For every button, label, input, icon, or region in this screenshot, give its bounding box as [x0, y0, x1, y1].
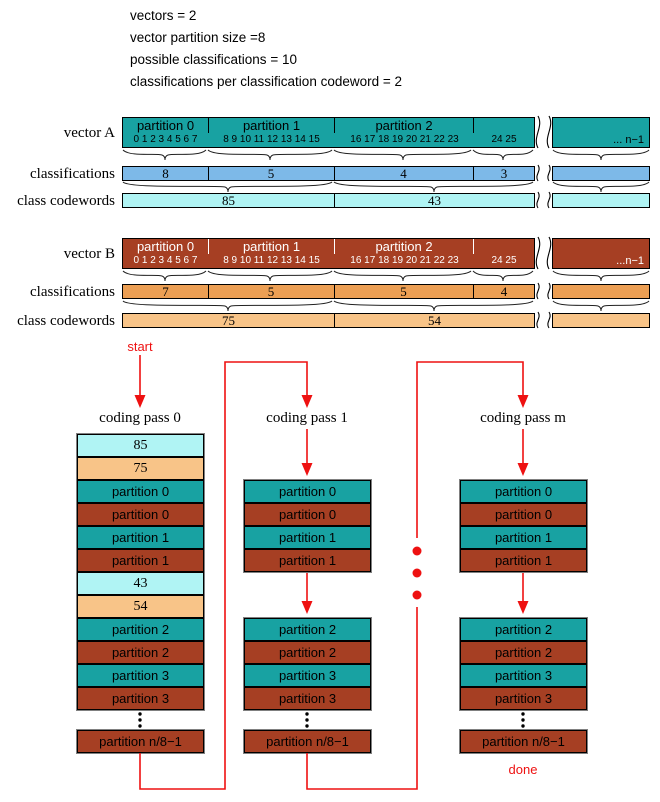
partition-box: partition 3	[77, 687, 204, 710]
parameter-line: vector partition size =8	[130, 30, 266, 45]
divider	[208, 167, 209, 180]
partition-box: partition 0	[77, 503, 204, 526]
divider	[334, 167, 335, 180]
coding-pass-0-title: coding pass 0	[99, 410, 181, 426]
partition-box: partition 2	[244, 641, 371, 664]
done-label: done	[508, 762, 538, 777]
coding-pass-1-title: coding pass 1	[266, 410, 348, 426]
vector-a-label: vector A	[63, 125, 115, 141]
classifications-a-bar-tail	[552, 166, 650, 181]
break-marks	[536, 116, 550, 328]
start-label: start	[127, 339, 153, 354]
class-codewords-a-label: class codewords	[17, 193, 115, 209]
partition-box: partition 2	[77, 618, 204, 641]
index-row: 8 9 10 11 12 13 14 15	[223, 255, 320, 266]
partition-divider	[208, 239, 209, 254]
codeword-value: 75	[222, 313, 235, 328]
partition-box: partition 1	[77, 526, 204, 549]
codeword-box: 85	[77, 434, 204, 457]
partition-box: partition 3	[460, 664, 587, 687]
index-row: 0 1 2 3 4 5 6 7	[133, 255, 198, 266]
codeword-box: 75	[77, 457, 204, 480]
class-codewords-b-bar	[122, 313, 535, 328]
partition-divider	[473, 118, 474, 133]
index-row: 16 17 18 19 20 21 22 23	[350, 134, 459, 145]
partition-box: partition 3	[460, 687, 587, 710]
coding-pass-m-tail	[460, 730, 587, 753]
partition-box: partition 0	[244, 480, 371, 503]
partition-divider	[334, 239, 335, 254]
classifications-b-bar-tail	[552, 284, 650, 299]
parameter-line: vectors = 2	[130, 8, 197, 23]
vector-b-bar-tail	[552, 238, 650, 269]
partition-divider	[334, 118, 335, 133]
partition-box: partition 2	[460, 641, 587, 664]
coding-pass-1-group1	[244, 480, 371, 572]
partition-box: partition 1	[244, 549, 371, 572]
coding-pass-1-group2	[244, 618, 371, 710]
partition-label: partition 0	[136, 118, 195, 133]
classifications-b-label: classifications	[30, 284, 115, 300]
partition-label: partition 1	[242, 239, 301, 254]
classification-value: 5	[400, 284, 407, 299]
coding-pass-m-group2	[460, 618, 587, 710]
class-codewords-b-label: class codewords	[17, 313, 115, 329]
index-row: 24 25	[491, 255, 517, 266]
partition-box: partition 0	[244, 503, 371, 526]
codeword-box: 54	[77, 595, 204, 618]
brace-group-vector-a	[123, 150, 649, 160]
partition-label: partition 2	[375, 118, 433, 133]
classification-value: 5	[267, 284, 275, 299]
coding-pass-0-stack	[77, 434, 204, 710]
partition-box: partition 2	[244, 618, 371, 641]
coding-pass-m-group1	[460, 480, 587, 572]
codeword-box: 43	[77, 572, 204, 595]
divider	[473, 167, 474, 180]
classification-value: 8	[162, 166, 169, 181]
classification-value: 4	[400, 166, 407, 181]
brace-group-classifications-b	[123, 301, 649, 311]
classifications-a-label: classifications	[30, 166, 115, 182]
tail-label: ...n−1	[616, 255, 644, 267]
tail-label: ... n−1	[613, 134, 644, 146]
coding-pass-1-tail	[244, 730, 371, 753]
partition-box: partition 1	[460, 526, 587, 549]
partition-box: partition n/8−1	[460, 730, 587, 753]
index-row: 24 25	[491, 134, 517, 145]
parameter-line: classifications per classification codeword = 2	[130, 74, 403, 89]
brace-group-vector-b	[123, 271, 649, 281]
class-codewords-b-bar-tail	[552, 313, 650, 328]
partition-box: partition 1	[460, 549, 587, 572]
index-row: 8 9 10 11 12 13 14 15	[223, 134, 320, 145]
index-row: 16 17 18 19 20 21 22 23	[350, 255, 459, 266]
partition-box: partition 0	[460, 480, 587, 503]
codeword-value: 85	[222, 193, 235, 208]
classification-value: 7	[162, 284, 169, 299]
partition-box: partition 1	[77, 549, 204, 572]
partition-box: partition 1	[244, 526, 371, 549]
divider	[334, 314, 335, 327]
classification-value: 4	[500, 284, 508, 299]
divider	[334, 194, 335, 207]
class-codewords-a-bar-tail	[552, 193, 650, 208]
partition-box: partition 3	[244, 687, 371, 710]
classifications-b-bar	[122, 284, 535, 299]
vector-b-bar	[122, 238, 535, 269]
vector-a-bar-tail	[552, 117, 650, 148]
codeword-value: 43	[428, 193, 441, 208]
partition-label: partition 0	[136, 239, 195, 254]
partition-box: partition 0	[77, 480, 204, 503]
partition-box: partition 0	[460, 503, 587, 526]
parameter-line: possible classifications = 10	[130, 52, 297, 67]
class-codewords-a-bar	[122, 193, 535, 208]
partition-box: partition n/8−1	[244, 730, 371, 753]
partition-divider	[208, 118, 209, 133]
classifications-a-bar	[122, 166, 535, 181]
classification-value: 5	[267, 166, 275, 181]
vector-a-bar	[122, 117, 535, 148]
divider	[208, 285, 209, 298]
coding-pass-m-title: coding pass m	[480, 410, 566, 426]
partition-box: partition 3	[244, 664, 371, 687]
vector-b-label: vector B	[63, 246, 115, 262]
partition-box: partition 3	[77, 664, 204, 687]
partition-label: partition 2	[375, 239, 433, 254]
codeword-value: 54	[428, 313, 441, 328]
partition-divider	[473, 239, 474, 254]
divider	[334, 285, 335, 298]
partition-label: partition 1	[242, 118, 301, 133]
coding-pass-0-tail	[77, 730, 204, 753]
partition-box: partition n/8−1	[77, 730, 204, 753]
partition-box: partition 2	[77, 641, 204, 664]
stack-ellipsis-dots	[138, 712, 524, 727]
pass-ellipsis-dots	[413, 547, 422, 600]
partition-box: partition 2	[460, 618, 587, 641]
index-row: 0 1 2 3 4 5 6 7	[133, 134, 198, 145]
brace-group-classifications-a	[123, 182, 649, 192]
divider	[473, 285, 474, 298]
classification-value: 3	[500, 166, 508, 181]
